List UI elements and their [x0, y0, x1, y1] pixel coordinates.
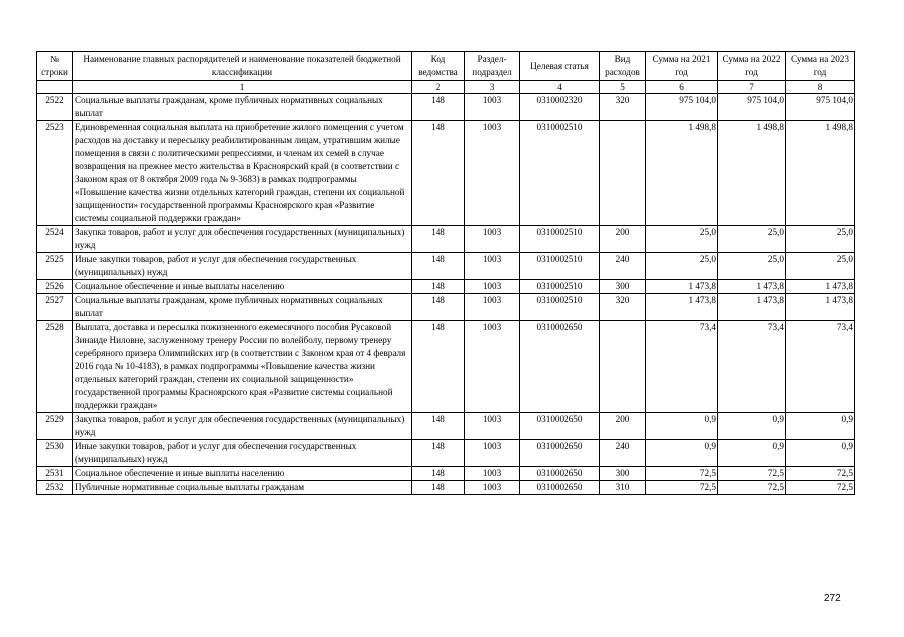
- section-cell: 1003: [465, 467, 520, 481]
- sum-2023-cell: 73,4: [786, 321, 855, 413]
- target-cell: 0310002510: [520, 253, 600, 280]
- expense-type-cell: 240: [600, 440, 646, 467]
- header-row: [37, 52, 855, 81]
- target-cell: 0310002510: [520, 121, 600, 226]
- sum-2022-cell: 72,5: [718, 481, 786, 495]
- expense-type-cell: 200: [600, 413, 646, 440]
- sum-2021-cell: 975 104,0: [646, 94, 718, 121]
- column-number: 6: [646, 81, 718, 94]
- header-expense-type: Вид расходов: [600, 52, 646, 81]
- section-cell: 1003: [465, 294, 520, 321]
- header-sum-2022: Сумма на 2022 год: [718, 52, 786, 81]
- sum-2022-cell: 0,9: [718, 440, 786, 467]
- dept-code-cell: 148: [412, 94, 465, 121]
- section-cell: 1003: [465, 440, 520, 467]
- dept-code-cell: 148: [412, 253, 465, 280]
- row-name-cell: Закупка товаров, работ и услуг для обеспечения государственных (муниципальных) нужд: [73, 413, 412, 440]
- sum-2021-cell: 0,9: [646, 413, 718, 440]
- row-number-cell: 2526: [37, 280, 73, 294]
- row-name-cell: Выплата, доставка и пересылка пожизненного ежемесячного пособия Русаковой Зинаиде Ниловне, заслуженному тренеру России по волейболу, первому тренеру серебряного призера Олимпийских игр (в соответствии с Законом края от 4 февраля 2016 года № 10-4183), в рамках подпрограммы «Повышение качества жизни отдельных категорий граждан, степени их социальной защищенности» государственной программы Красноярского края «Развитие системы социальной поддержки граждан»: [73, 321, 412, 413]
- table-row: [37, 481, 855, 495]
- sum-2023-cell: 25,0: [786, 226, 855, 253]
- table-body: [37, 94, 855, 495]
- sum-2021-cell: 25,0: [646, 253, 718, 280]
- header-section: Раздел-подраздел: [465, 52, 520, 81]
- header-dept-code: Код ведомства: [412, 52, 465, 81]
- target-cell: 0310002510: [520, 226, 600, 253]
- sum-2021-cell: 1 473,8: [646, 294, 718, 321]
- sum-2022-cell: 72,5: [718, 467, 786, 481]
- dept-code-cell: 148: [412, 226, 465, 253]
- dept-code-cell: 148: [412, 440, 465, 467]
- column-number: 2: [412, 81, 465, 94]
- row-name-cell: Закупка товаров, работ и услуг для обеспечения государственных (муниципальных) нужд: [73, 226, 412, 253]
- dept-code-cell: 148: [412, 121, 465, 226]
- target-cell: 0310002510: [520, 280, 600, 294]
- dept-code-cell: 148: [412, 280, 465, 294]
- expense-type-cell: [600, 321, 646, 413]
- section-cell: 1003: [465, 121, 520, 226]
- column-number: 8: [786, 81, 855, 94]
- row-name-cell: Иные закупки товаров, работ и услуг для обеспечения государственных (муниципальных) нужд: [73, 440, 412, 467]
- sum-2023-cell: 1 498,8: [786, 121, 855, 226]
- row-number-cell: 2529: [37, 413, 73, 440]
- target-cell: 0310002650: [520, 321, 600, 413]
- column-number-row: [37, 81, 855, 94]
- header-name: Наименование главных распорядителей и наименование показателей бюджетной классификации: [73, 52, 412, 81]
- table-row: [37, 94, 855, 121]
- row-name-cell: Социальное обеспечение и иные выплаты населению: [73, 280, 412, 294]
- sum-2023-cell: 1 473,8: [786, 280, 855, 294]
- sum-2021-cell: 1 498,8: [646, 121, 718, 226]
- row-name-cell: Иные закупки товаров, работ и услуг для обеспечения государственных (муниципальных) нужд: [73, 253, 412, 280]
- row-number-cell: 2527: [37, 294, 73, 321]
- sum-2021-cell: 0,9: [646, 440, 718, 467]
- section-cell: 1003: [465, 481, 520, 495]
- target-cell: 0310002650: [520, 413, 600, 440]
- dept-code-cell: 148: [412, 294, 465, 321]
- table-row: [37, 467, 855, 481]
- row-number-cell: 2528: [37, 321, 73, 413]
- sum-2023-cell: 0,9: [786, 440, 855, 467]
- table-row: [37, 280, 855, 294]
- row-number-cell: 2532: [37, 481, 73, 495]
- row-name-cell: Социальные выплаты гражданам, кроме публичных нормативных социальных выплат: [73, 94, 412, 121]
- expense-type-cell: 320: [600, 94, 646, 121]
- sum-2022-cell: 1 498,8: [718, 121, 786, 226]
- section-cell: 1003: [465, 413, 520, 440]
- budget-table-container: [36, 51, 855, 495]
- sum-2022-cell: 73,4: [718, 321, 786, 413]
- section-cell: 1003: [465, 253, 520, 280]
- sum-2023-cell: 25,0: [786, 253, 855, 280]
- sum-2023-cell: 975 104,0: [786, 94, 855, 121]
- dept-code-cell: 148: [412, 321, 465, 413]
- table-row: [37, 413, 855, 440]
- expense-type-cell: 300: [600, 467, 646, 481]
- row-number-cell: 2523: [37, 121, 73, 226]
- sum-2021-cell: 1 473,8: [646, 280, 718, 294]
- dept-code-cell: 148: [412, 467, 465, 481]
- section-cell: 1003: [465, 321, 520, 413]
- sum-2023-cell: 0,9: [786, 413, 855, 440]
- sum-2022-cell: 1 473,8: [718, 294, 786, 321]
- row-number-cell: 2522: [37, 94, 73, 121]
- header-row-num: № строки: [37, 52, 73, 81]
- section-cell: 1003: [465, 226, 520, 253]
- row-name-cell: Социальное обеспечение и иные выплаты населению: [73, 467, 412, 481]
- table-row: [37, 226, 855, 253]
- section-cell: 1003: [465, 280, 520, 294]
- row-number-cell: 2530: [37, 440, 73, 467]
- column-number: 4: [520, 81, 600, 94]
- column-number: 7: [718, 81, 786, 94]
- section-cell: 1003: [465, 94, 520, 121]
- sum-2021-cell: 73,4: [646, 321, 718, 413]
- row-number-cell: 2525: [37, 253, 73, 280]
- sum-2022-cell: 25,0: [718, 253, 786, 280]
- table-row: [37, 121, 855, 226]
- sum-2022-cell: 25,0: [718, 226, 786, 253]
- header-sum-2021: Сумма на 2021 год: [646, 52, 718, 81]
- target-cell: 0310002650: [520, 467, 600, 481]
- expense-type-cell: 200: [600, 226, 646, 253]
- column-number: 3: [465, 81, 520, 94]
- target-cell: 0310002650: [520, 481, 600, 495]
- table-row: [37, 294, 855, 321]
- budget-table: [36, 51, 855, 495]
- table-row: [37, 253, 855, 280]
- row-number-cell: 2524: [37, 226, 73, 253]
- sum-2023-cell: 1 473,8: [786, 294, 855, 321]
- row-number-cell: 2531: [37, 467, 73, 481]
- sum-2022-cell: 0,9: [718, 413, 786, 440]
- sum-2021-cell: 25,0: [646, 226, 718, 253]
- page-number: 272: [824, 593, 841, 604]
- sum-2022-cell: 975 104,0: [718, 94, 786, 121]
- row-name-cell: Единовременная социальная выплата на приобретение жилого помещения с учетом расходов на доставку и пересылку реабилитированным лицам, утратившим жилые помещения в связи с политическими репрессиями, и членам их семей в случае возвращения на прежнее место жительства в Красноярский край (в соответствии с Законом края от 8 октября 2009 года № 9-3683) в рамках подпрограммы «Повышение качества жизни отдельных категорий граждан, степени их социальной защищенности» государственной программы Красноярского края «Развитие системы социальной поддержки граждан»: [73, 121, 412, 226]
- sum-2023-cell: 72,5: [786, 467, 855, 481]
- table-row: [37, 321, 855, 413]
- column-number: 1: [73, 81, 412, 94]
- header-sum-2023: Сумма на 2023 год: [786, 52, 855, 81]
- expense-type-cell: 310: [600, 481, 646, 495]
- header-target: Целевая статья: [520, 52, 600, 81]
- sum-2021-cell: 72,5: [646, 481, 718, 495]
- sum-2022-cell: 1 473,8: [718, 280, 786, 294]
- target-cell: 0310002510: [520, 294, 600, 321]
- expense-type-cell: 300: [600, 280, 646, 294]
- sum-2021-cell: 72,5: [646, 467, 718, 481]
- dept-code-cell: 148: [412, 413, 465, 440]
- column-number-blank: [37, 81, 73, 94]
- target-cell: 0310002650: [520, 440, 600, 467]
- row-name-cell: Социальные выплаты гражданам, кроме публичных нормативных социальных выплат: [73, 294, 412, 321]
- expense-type-cell: 320: [600, 294, 646, 321]
- table-row: [37, 440, 855, 467]
- row-name-cell: Публичные нормативные социальные выплаты гражданам: [73, 481, 412, 495]
- target-cell: 0310002320: [520, 94, 600, 121]
- dept-code-cell: 148: [412, 481, 465, 495]
- expense-type-cell: [600, 121, 646, 226]
- sum-2023-cell: 72,5: [786, 481, 855, 495]
- expense-type-cell: 240: [600, 253, 646, 280]
- column-number: 5: [600, 81, 646, 94]
